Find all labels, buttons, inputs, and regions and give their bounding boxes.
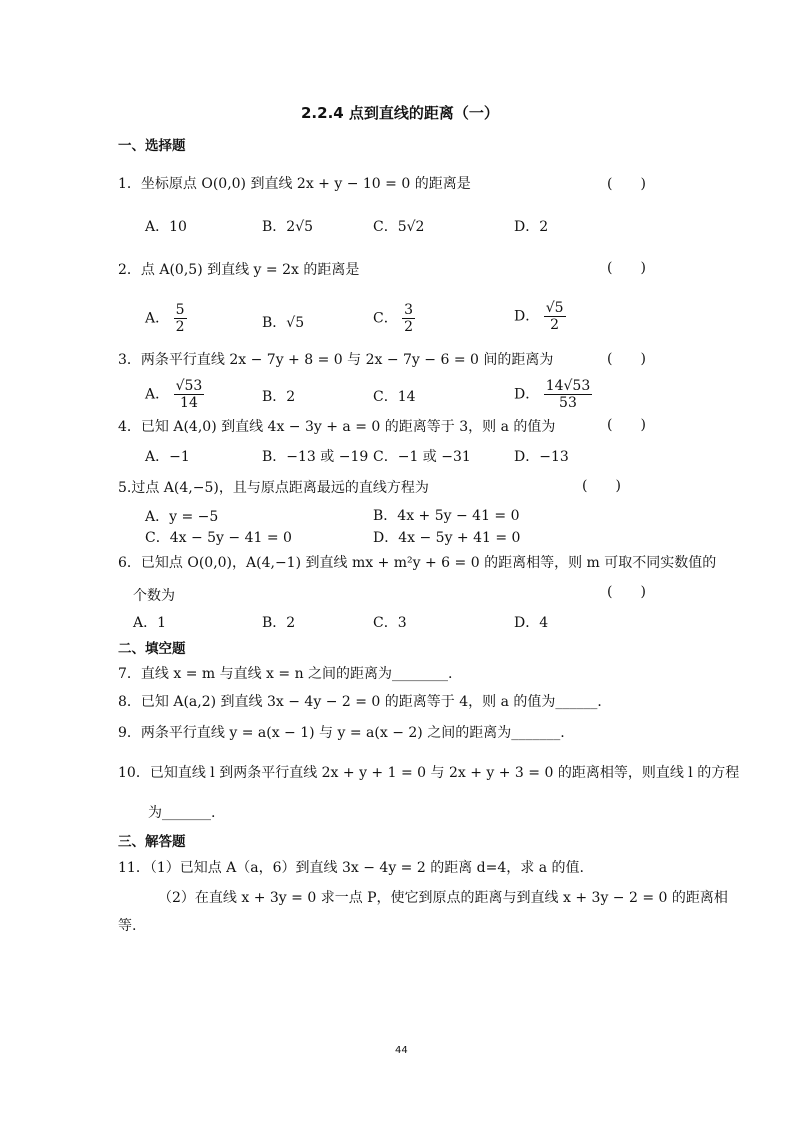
fraction [174,302,187,335]
question-10-line2: 为_______. [148,805,216,821]
denominator: 2 [175,319,185,336]
question-11-part2-cont: 等. [118,918,137,934]
option-a: A．10 [145,219,187,235]
option-d: D．2 [514,219,549,235]
question-1-stem: 1．坐标原点 O(0,0) 到直线 2x + y − 10 = 0 的距离是 [118,176,471,192]
option-c: C．14 [373,389,416,405]
question-8: 8．已知 A(a,2) 到直线 3x − 4y − 2 = 0 的距离等于 4，则 a 的值为______． [118,694,612,710]
question-11-part2: （2）在直线 x + 3y = 0 求一点 P，使它到原点的距离与到直线 x + 3y − 2 = 0 的距离相 [158,890,728,906]
answer-bracket: ( ) [582,478,621,494]
denominator: 53 [559,395,577,412]
option-d: D．4 [514,615,549,631]
answer-bracket: ( ) [607,351,646,367]
option-d [514,300,566,333]
question-2-stem: 2．点 A(0,5) 到直线 y = 2x 的距离是 [118,262,360,278]
option-label: A． [145,386,170,403]
section-heading-solve: 三、解答题 [118,834,186,850]
page-title: 2.2.4 点到直线的距离（一） [301,104,499,122]
numerator: √5 [545,300,564,316]
denominator: 2 [550,317,560,334]
denominator: 2 [404,319,414,336]
fraction [544,378,593,411]
fraction [544,300,566,333]
option-label: D． [514,386,540,403]
option-c: C．3 [373,615,407,631]
section-heading-choice: 一、选择题 [118,138,186,154]
numerator: √53 [175,378,203,394]
question-6-stem-line2: 个数为 [133,588,175,604]
answer-bracket: ( ) [607,417,646,433]
question-6-stem-line1: 6．已知点 O(0,0)，A(4,−1) 到直线 mx + m²y + 6 = 0 的距离相等，则 m 可取不同实数值的 [118,555,717,571]
option-label: A． [145,310,170,327]
option-a: A．1 [133,615,167,631]
option-label: D． [514,308,540,325]
option-c [373,302,415,335]
section-heading-fill: 二、填空题 [118,641,186,657]
question-3-stem: 3．两条平行直线 2x − 7y + 8 = 0 与 2x − 7y − 6 = 0 间的距离为 [118,352,554,368]
fraction [174,378,205,411]
answer-bracket: ( ) [607,584,646,600]
option-b: B．2√5 [262,219,314,235]
fraction [402,302,415,335]
option-c: C．−1 或 −31 [373,449,471,465]
question-11-part1: 11．（1）已知点 A（a，6）到直线 3x − 4y = 2 的距离 d=4，求 a 的值. [118,860,584,876]
option-c: C．5√2 [373,219,425,235]
option-b: B．−13 或 −19 [262,449,369,465]
option-label: C． [373,310,398,327]
option-d [514,378,592,411]
option-a: A．y = −5 [145,509,219,525]
question-5-stem: 5.过点 A(4,−5)，且与原点距离最远的直线方程为 [118,480,429,496]
question-9: 9．两条平行直线 y = a(x − 1) 与 y = a(x − 2) 之间的距离为_______. [118,725,565,741]
question-7: 7．直线 x = m 与直线 x = n 之间的距离为________. [118,666,453,682]
option-c: C．4x − 5y − 41 = 0 [145,530,292,546]
answer-bracket: ( ) [607,260,646,276]
option-b: B．4x + 5y − 41 = 0 [373,508,520,524]
option-b: B．√5 [262,315,305,331]
answer-bracket: ( ) [607,176,646,192]
numerator: 3 [404,302,414,318]
option-b: B．2 [262,615,296,631]
page-number: 44 [395,1045,408,1056]
option-a [145,302,187,335]
numerator: 14√53 [545,378,591,394]
option-b: B．2 [262,389,296,405]
question-4-stem: 4．已知 A(4,0) 到直线 4x − 3y + a = 0 的距离等于 3，则 a 的值为 [118,419,556,435]
numerator: 5 [175,302,185,318]
denominator: 14 [180,395,198,412]
option-a: A．−1 [145,449,190,465]
option-d: D．−13 [514,449,569,465]
option-a [145,378,204,411]
question-10-line1: 10．已知直线 l 到两条平行直线 2x + y + 1 = 0 与 2x + y + 3 = 0 的距离相等，则直线 l 的方程 [118,765,740,781]
option-d: D．4x − 5y + 41 = 0 [373,530,521,546]
